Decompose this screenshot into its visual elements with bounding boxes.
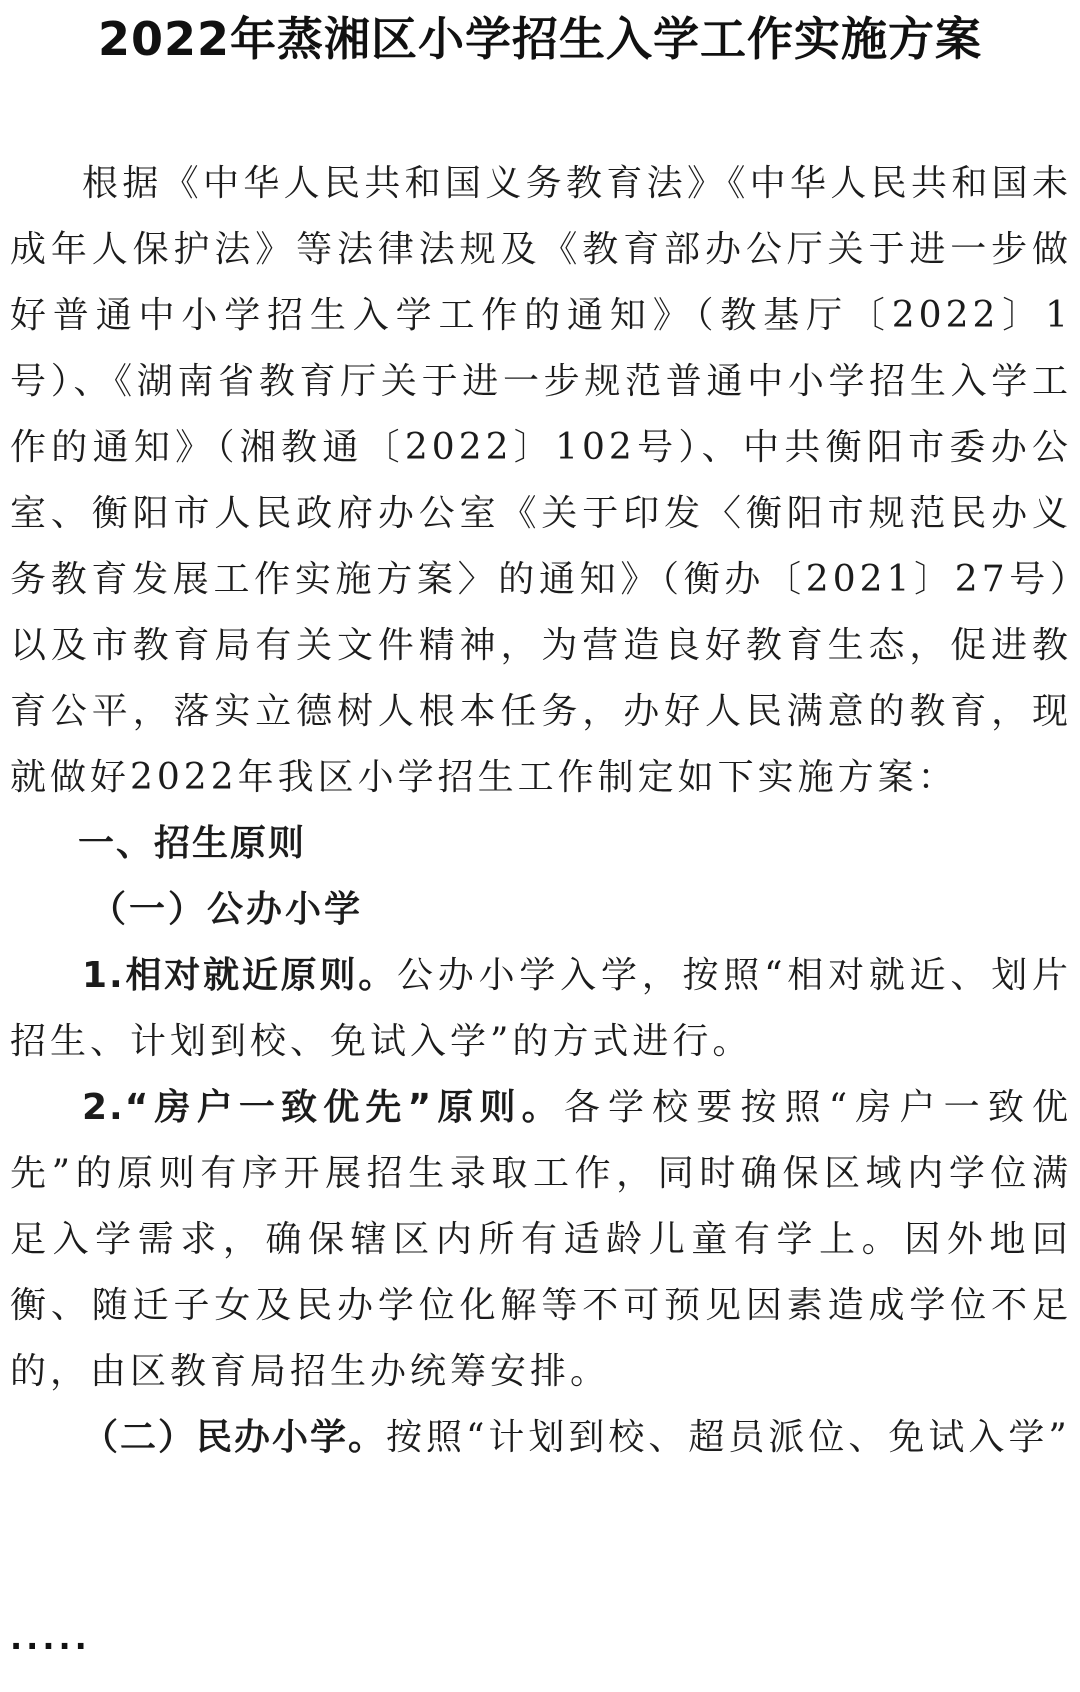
- item-private-primary: [10, 1405, 1072, 1471]
- item-housing-lead: 2.“房户一致优先”原则。: [82, 1087, 564, 1128]
- item-proximity-text: 公办小学入学，按照“相对就近、划片招生、计划到校、免试入学”的方式进行。: [10, 955, 1072, 1062]
- document-title: 2022年蒸湘区小学招生入学工作实施方案: [97, 12, 983, 66]
- subheading-public-primary: （一）公办小学: [90, 889, 364, 930]
- item-housing-text: 各学校要按照“房户一致优先”的原则有序开展招生录取工作，同时确保区域内学位满足入学需求，确保辖区内所有适龄儿童有学上。因外地回衡、随迁子女及民办学位化解等不可预见因素造成学位不足的，由区教育局招生办统筹安排。: [10, 1087, 1073, 1392]
- subheading-private-primary: （二）民办小学。: [82, 1417, 387, 1458]
- document-body: [10, 151, 1072, 1471]
- continuation-ellipsis: ·····: [10, 1627, 91, 1665]
- intro-paragraph: 根据《中华人民共和国义务教育法》《中华人民共和国未成年人保护法》等法律法规及《教育部办公厅关于进一步做好普通中小学招生入学工作的通知》（教基厅〔2022〕1号）、《湖南省教育厅关于进一步规范普通中小学招生入学工作的通知》（湘教通〔2022〕102号）、中共衡阳市委办公室、衡阳市人民政府办公室《关于印发〈衡阳市规范民办义务教育发展工作实施方案〉的通知》（衡办〔2021〕27号）以及市教育局有关文件精神，为营造良好教育生态，促进教育公平，落实立德树人根本任务，办好人民满意的教育，现就做好2022年我区小学招生工作制定如下实施方案：: [10, 163, 1072, 798]
- private-primary-text: 按照“计划到校、超员派位、免试入学”: [386, 1417, 1071, 1458]
- item-proximity-lead: 1.相对就近原则。: [82, 955, 398, 996]
- item-housing-household-principle: [10, 1075, 1072, 1405]
- section-heading-enrollment-principles: 一、招生原则: [78, 823, 307, 864]
- item-proximity-principle: [10, 943, 1072, 1075]
